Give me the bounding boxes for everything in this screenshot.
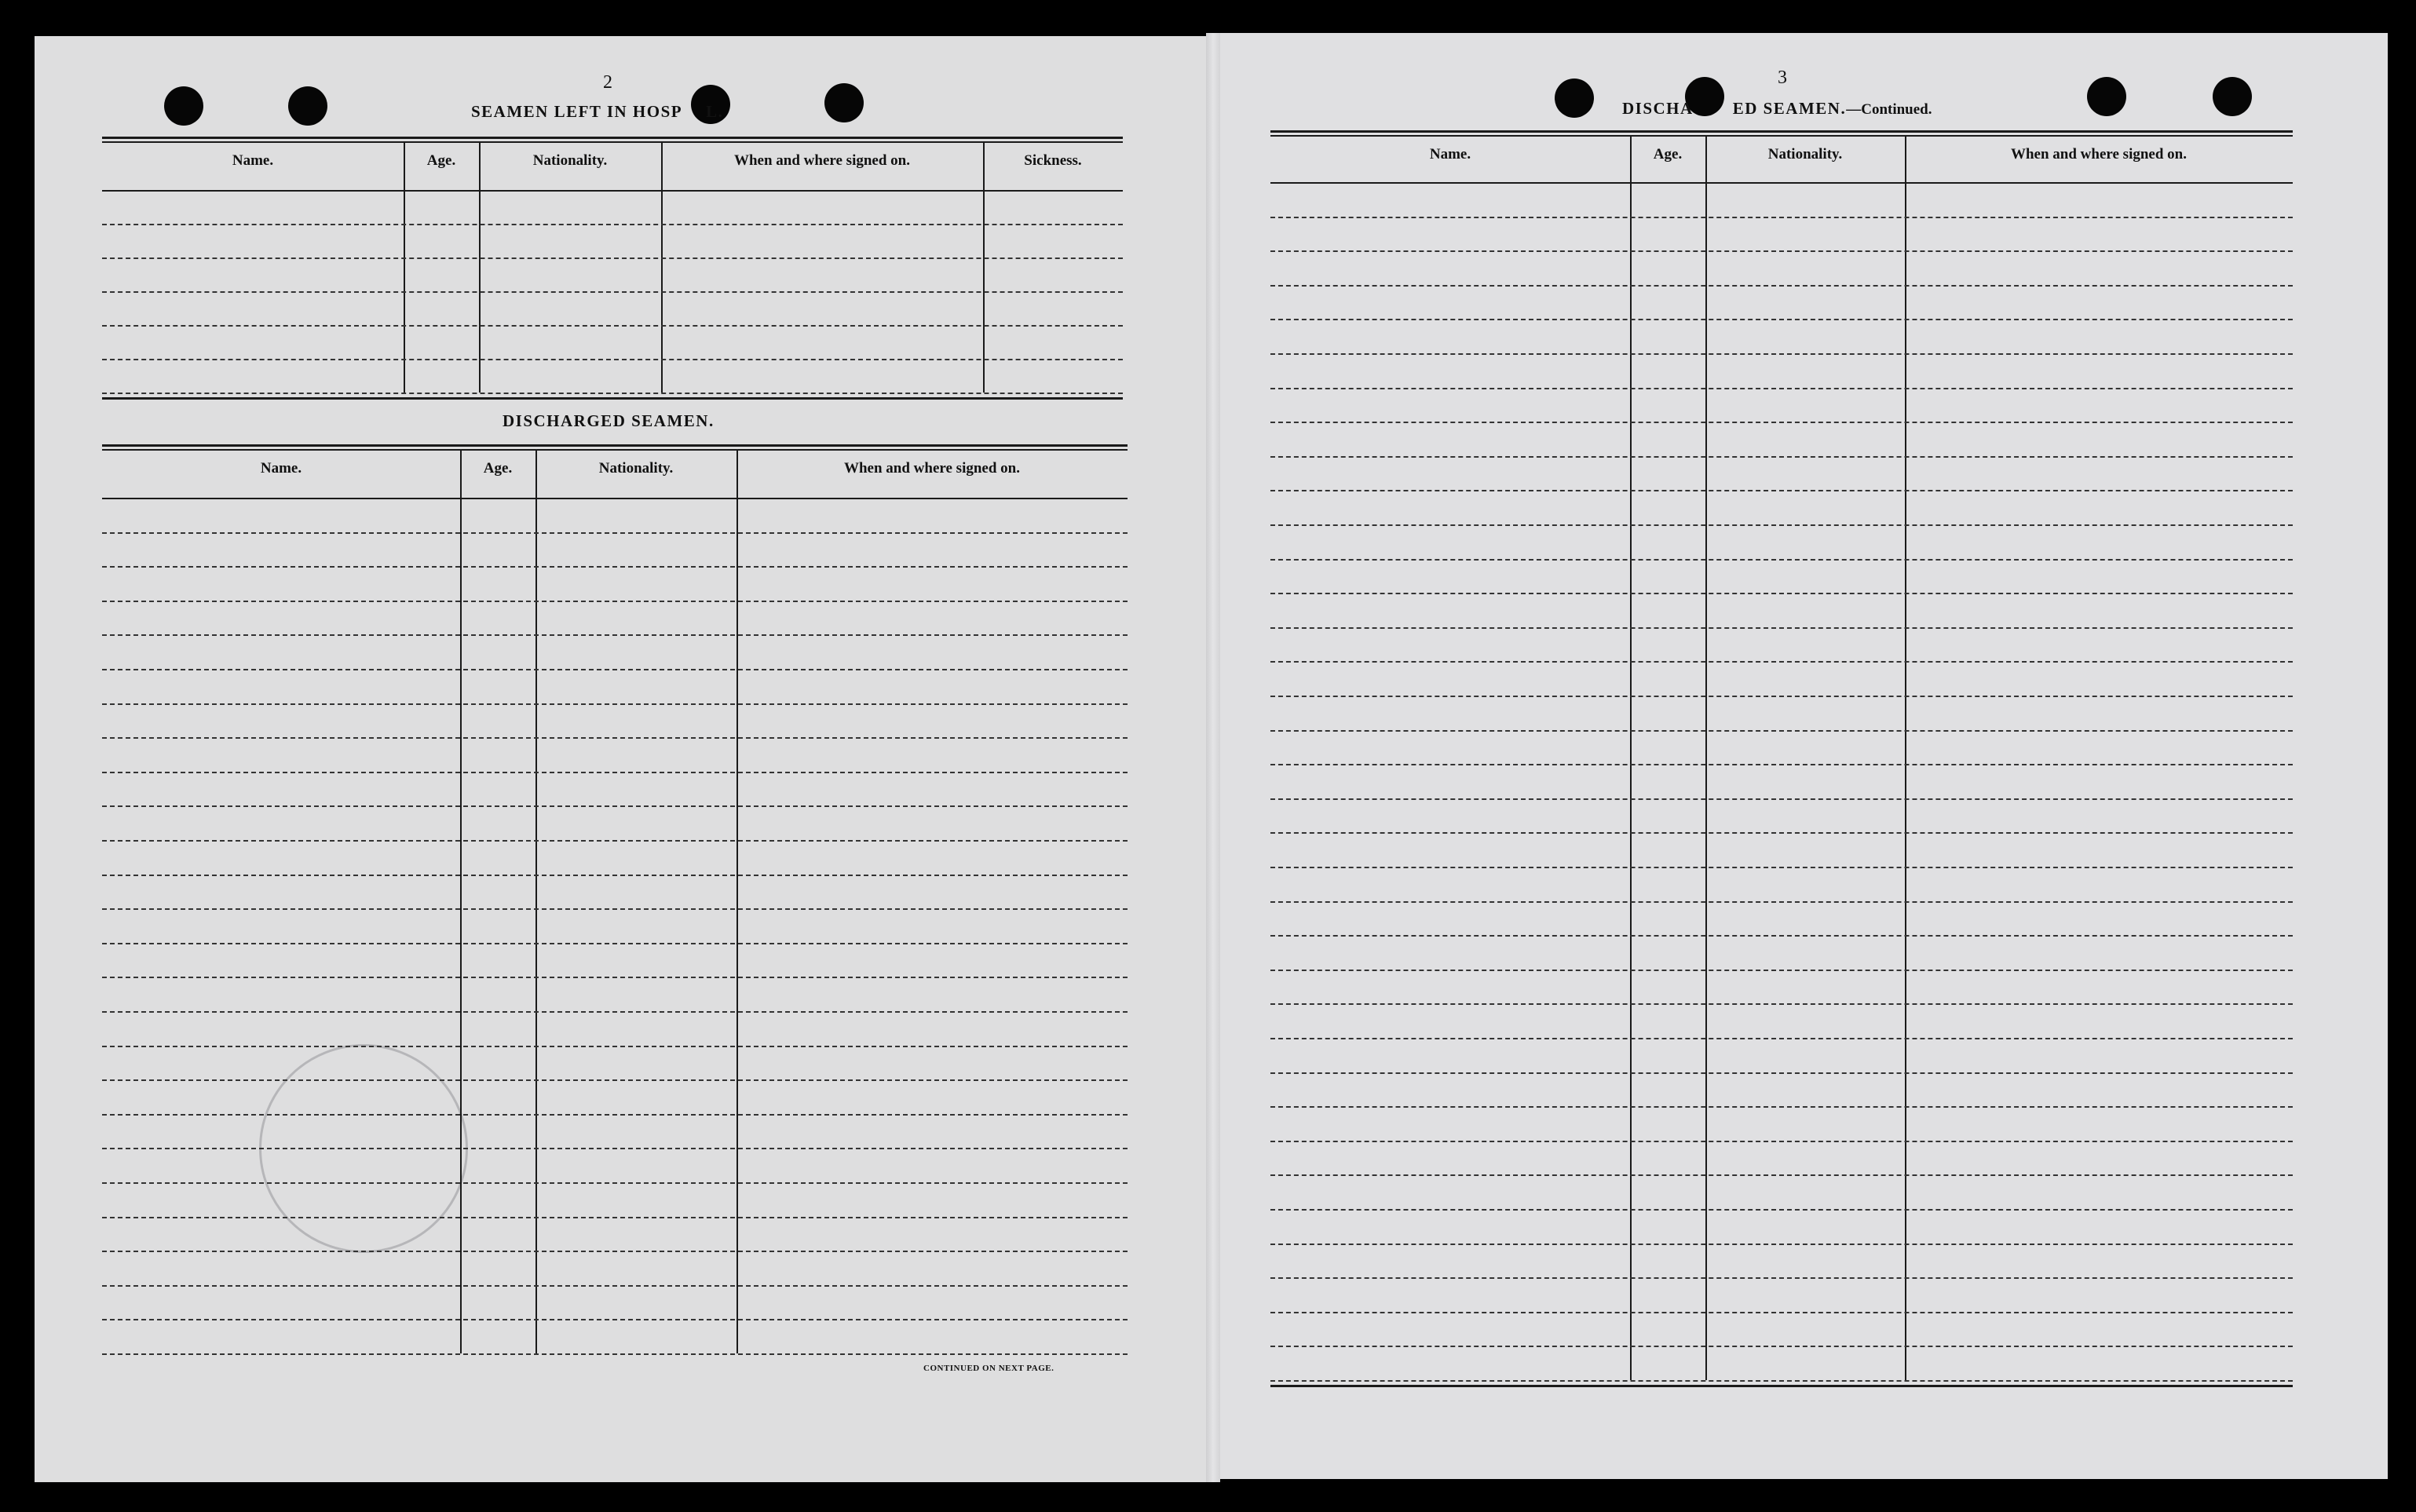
table-top-rule bbox=[102, 141, 1123, 143]
column-header: When and where signed on. bbox=[2010, 146, 2187, 163]
blank-entry-row bbox=[102, 291, 1123, 293]
hospital-title-end: L. bbox=[706, 102, 724, 121]
blank-entry-row bbox=[102, 601, 1128, 602]
left-page bbox=[35, 36, 1214, 1482]
hospital-section-title bbox=[471, 102, 723, 122]
blank-entry-row bbox=[102, 943, 1128, 944]
blank-entry-row bbox=[1270, 901, 2293, 903]
blank-entry-row bbox=[1270, 1003, 2293, 1005]
blank-entry-row bbox=[102, 1114, 1128, 1116]
table-bottom-rule bbox=[1270, 1385, 2293, 1387]
blank-entry-row bbox=[1270, 1141, 2293, 1142]
blank-entry-row bbox=[1270, 627, 2293, 629]
blank-entry-row bbox=[1270, 490, 2293, 491]
blank-entry-row bbox=[1270, 1244, 2293, 1245]
column-header: Name. bbox=[232, 152, 274, 169]
blank-entry-row bbox=[1270, 250, 2293, 252]
blank-entry-row bbox=[102, 669, 1128, 670]
right-title-start: DISCHA bbox=[1622, 99, 1694, 118]
blank-entry-row bbox=[102, 840, 1128, 842]
blank-entry-row bbox=[1270, 730, 2293, 732]
column-header: Nationality. bbox=[598, 460, 674, 477]
blank-entry-row bbox=[102, 1046, 1128, 1047]
blank-entry-row bbox=[1270, 1038, 2293, 1039]
column-header: Age. bbox=[1653, 146, 1683, 163]
blank-entry-row bbox=[102, 224, 1123, 225]
blank-entry-row bbox=[102, 359, 1123, 360]
column-separator bbox=[1630, 135, 1632, 1380]
blank-entry-row bbox=[102, 393, 1123, 394]
punch-hole bbox=[824, 83, 864, 122]
blank-entry-row bbox=[102, 772, 1128, 773]
punch-hole bbox=[2213, 77, 2252, 116]
blank-entry-row bbox=[1270, 456, 2293, 458]
blank-entry-row bbox=[102, 908, 1128, 910]
blank-entry-row bbox=[102, 703, 1128, 705]
blank-entry-row bbox=[102, 805, 1128, 807]
column-header: Name. bbox=[260, 460, 302, 477]
column-header: When and where signed on. bbox=[843, 460, 1020, 477]
blank-entry-row bbox=[102, 1148, 1128, 1149]
column-header: Age. bbox=[426, 152, 456, 169]
blank-entry-row bbox=[1270, 970, 2293, 971]
column-header: Age. bbox=[483, 460, 513, 477]
table-top-rule bbox=[1270, 130, 2293, 133]
blank-entry-row bbox=[1270, 935, 2293, 937]
column-header: Nationality. bbox=[532, 152, 608, 169]
blank-entry-row bbox=[1270, 217, 2293, 218]
column-header: Nationality. bbox=[1767, 146, 1843, 163]
blank-entry-row bbox=[1270, 798, 2293, 800]
blank-entry-row bbox=[1270, 1380, 2293, 1382]
blank-entry-row bbox=[1270, 696, 2293, 697]
discharged-section-title: DISCHARGED SEAMEN. bbox=[503, 411, 715, 430]
punch-hole bbox=[164, 86, 203, 126]
column-separator bbox=[661, 141, 663, 393]
blank-entry-row bbox=[102, 1079, 1128, 1081]
blank-entry-row bbox=[102, 566, 1128, 568]
punch-hole bbox=[1555, 79, 1594, 118]
blank-entry-row bbox=[1270, 353, 2293, 355]
blank-entry-row bbox=[1270, 422, 2293, 423]
blank-entry-row bbox=[1270, 593, 2293, 594]
blank-entry-row bbox=[102, 532, 1128, 534]
blank-entry-row bbox=[1270, 285, 2293, 287]
table-top-rule bbox=[102, 449, 1128, 451]
table-top-rule bbox=[102, 444, 1128, 447]
continued-note: CONTINUED ON NEXT PAGE. bbox=[923, 1364, 1054, 1373]
column-header: Name. bbox=[1429, 146, 1471, 163]
blank-entry-row bbox=[1270, 559, 2293, 561]
punch-hole bbox=[288, 86, 327, 126]
header-underline bbox=[1270, 182, 2293, 184]
blank-entry-row bbox=[1270, 1312, 2293, 1313]
punch-hole bbox=[2087, 77, 2126, 116]
blank-entry-row bbox=[1270, 1174, 2293, 1176]
blank-entry-row bbox=[1270, 867, 2293, 868]
discharged-continued-title bbox=[1622, 99, 1932, 119]
column-separator bbox=[1905, 135, 1906, 1380]
table-bottom-rule bbox=[102, 397, 1123, 400]
column-header: When and where signed on. bbox=[733, 152, 910, 169]
blank-entry-row bbox=[1270, 1209, 2293, 1211]
column-separator bbox=[479, 141, 481, 393]
column-separator bbox=[1705, 135, 1707, 1380]
page-number-left: 2 bbox=[603, 72, 612, 93]
blank-entry-row bbox=[1270, 1072, 2293, 1074]
continued-suffix: —Continued. bbox=[1846, 101, 1932, 118]
blank-entry-row bbox=[102, 977, 1128, 978]
blank-entry-row bbox=[102, 1011, 1128, 1013]
blank-entry-row bbox=[1270, 1277, 2293, 1279]
header-underline bbox=[102, 190, 1123, 192]
blank-entry-row bbox=[1270, 661, 2293, 663]
blank-entry-row bbox=[102, 1217, 1128, 1218]
blank-entry-row bbox=[1270, 764, 2293, 765]
column-separator bbox=[404, 141, 405, 393]
right-title-end: ED SEAMEN. bbox=[1732, 99, 1847, 118]
blank-entry-row bbox=[102, 1182, 1128, 1184]
blank-entry-row bbox=[1270, 388, 2293, 389]
blank-entry-row bbox=[1270, 1106, 2293, 1108]
hospital-title-start: SEAMEN LEFT IN HOSP bbox=[471, 102, 683, 121]
blank-entry-row bbox=[102, 257, 1123, 259]
blank-entry-row bbox=[1270, 832, 2293, 834]
blank-entry-row bbox=[102, 737, 1128, 739]
table-top-rule bbox=[1270, 135, 2293, 137]
blank-entry-row bbox=[102, 1285, 1128, 1287]
column-header: Sickness. bbox=[1024, 152, 1082, 169]
column-separator bbox=[983, 141, 985, 393]
blank-entry-row bbox=[102, 325, 1123, 327]
blank-entry-row bbox=[102, 634, 1128, 636]
blank-entry-row bbox=[102, 875, 1128, 876]
table-top-rule bbox=[102, 137, 1123, 139]
blank-entry-row bbox=[1270, 1346, 2293, 1347]
header-underline bbox=[102, 498, 1128, 499]
blank-entry-row bbox=[102, 1353, 1128, 1355]
blank-entry-row bbox=[102, 1319, 1128, 1320]
blank-entry-row bbox=[1270, 319, 2293, 320]
blank-entry-row bbox=[102, 1251, 1128, 1252]
blank-entry-row bbox=[1270, 524, 2293, 526]
page-fold bbox=[1206, 33, 1220, 1482]
page-number-right: 3 bbox=[1778, 68, 1787, 88]
